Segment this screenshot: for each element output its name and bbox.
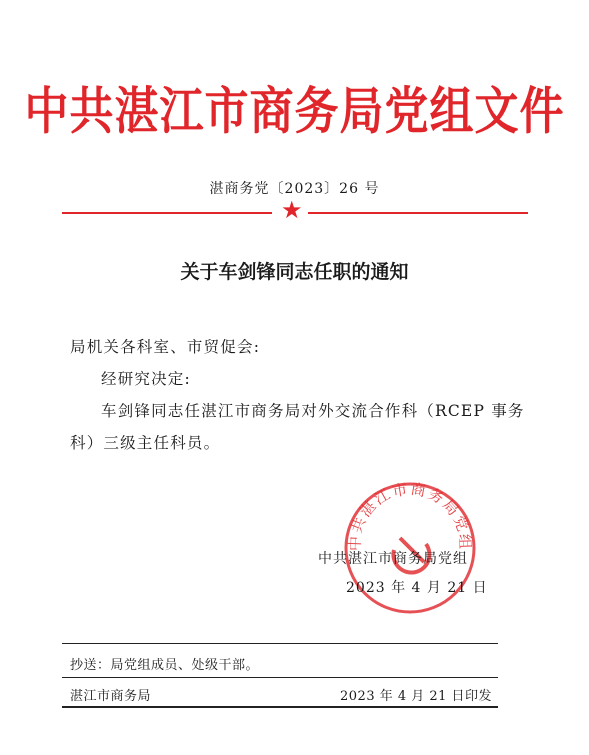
body-paragraph-line: 车剑锋同志任湛江市商务局对外交流合作科（RCEP 事务 xyxy=(101,402,525,420)
issuing-organization: 湛江市商务局 xyxy=(70,689,152,704)
notice-title: 关于车剑锋同志任职的通知 xyxy=(180,261,409,283)
footer-rule-top xyxy=(62,643,498,644)
header-divider-left xyxy=(62,212,272,214)
body-paragraph-intro: 经研究决定: xyxy=(101,370,191,388)
cc-line: 抄送：局党组成员、处级干部。 xyxy=(70,658,260,673)
footer-rule-bottom xyxy=(62,706,498,708)
issue-date: 2023 年 4 月 21 日印发 xyxy=(340,689,493,704)
document-header-title: 中共湛江市商务局党组文件 xyxy=(24,82,565,142)
seal-text: 中共湛江市商务局党组 xyxy=(345,480,475,552)
document-number: 湛商务党〔2023〕26 号 xyxy=(209,181,380,197)
star-icon: ★ xyxy=(281,196,303,224)
svg-text:中共湛江市商务局党组 xyxy=(346,480,475,551)
signature-date: 2023 年 4 月 21 日 xyxy=(346,580,488,596)
footer-rule-middle xyxy=(62,677,498,678)
recipients-line: 局机关各科室、市贸促会: xyxy=(70,338,261,356)
body-paragraph-line: 科）三级主任科员。 xyxy=(70,434,221,452)
signature-organization: 中共湛江市商务局党组 xyxy=(318,551,468,567)
header-divider-right xyxy=(308,212,528,214)
